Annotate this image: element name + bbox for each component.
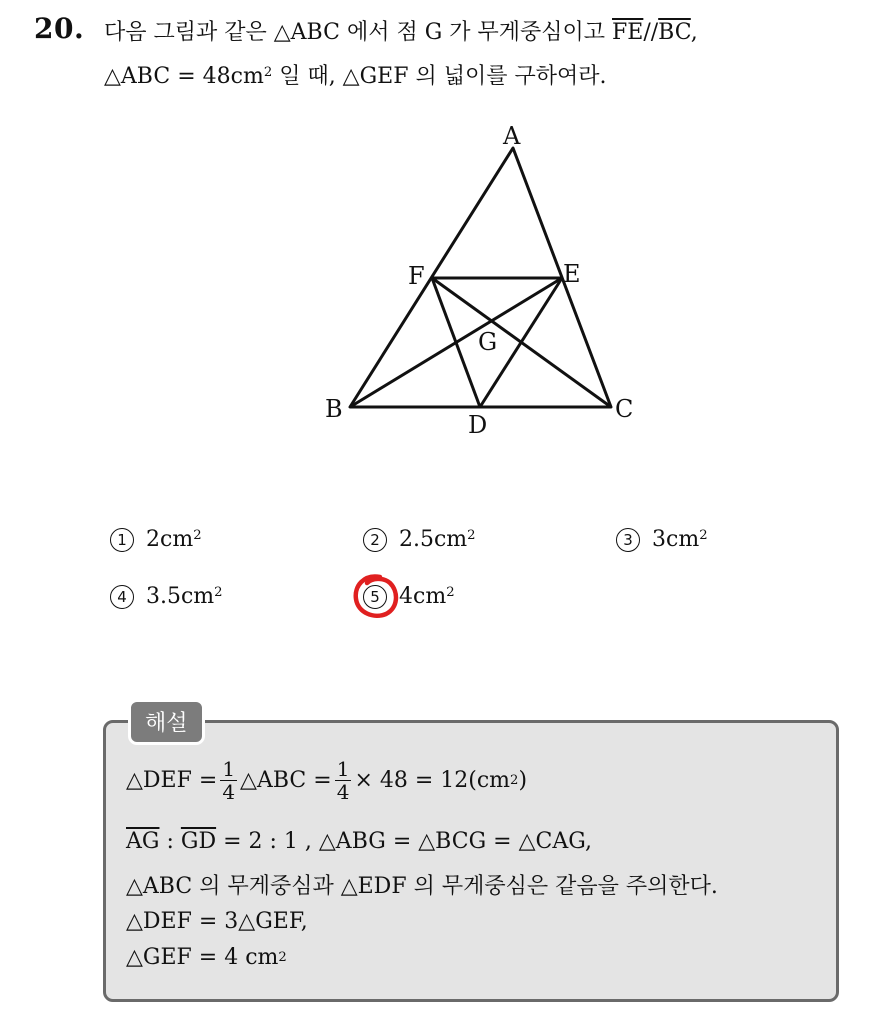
choice-4[interactable] bbox=[110, 584, 223, 609]
explanation-line-1: △DEF = $\frac{1}{4}$ △ABC = $\frac{1}{4}$ × 48 = 12(cm 2 ) bbox=[126, 757, 528, 804]
segment-fe: $\overline{FE}$ bbox=[612, 20, 644, 45]
line1-end: , bbox=[690, 20, 698, 45]
choice-value: $3.5cm^2$ bbox=[146, 584, 223, 609]
question-text: 다음 그림과 같은 △ABC 에서 점 G 가 무게중심이고 bbox=[104, 20, 613, 45]
label-b: B bbox=[325, 395, 343, 423]
parallel-sign: // bbox=[643, 20, 659, 45]
triangle-figure bbox=[310, 112, 650, 447]
triangle-diagram bbox=[310, 112, 650, 447]
choice-value: $2.5cm^2$ bbox=[399, 527, 476, 552]
segment-gd: $\overline{GD}$ bbox=[180, 829, 217, 854]
choice-number: 3 bbox=[616, 528, 640, 552]
explanation-line-2: $\overline{AG}$ : $\overline{GD}$ = 2 : 1 , △ABG = △BCG = △CAG, bbox=[126, 829, 593, 854]
choice-1[interactable] bbox=[110, 527, 202, 552]
label-a: A bbox=[503, 122, 521, 150]
label-e: E bbox=[563, 260, 581, 288]
explanation-tag: 해설 bbox=[128, 699, 205, 745]
label-f: F bbox=[408, 262, 425, 290]
fraction-quarter: $\frac{1}{4}$ bbox=[222, 757, 236, 804]
explanation-line-4: △DEF = 3△GEF, bbox=[126, 909, 308, 934]
question-number: 20. bbox=[34, 12, 85, 45]
question-ask: 일 때, △GEF 의 넓이를 구하여라. bbox=[272, 64, 607, 89]
label-c: C bbox=[615, 395, 634, 423]
answer-circle-mark bbox=[350, 570, 402, 622]
question-text-line1 bbox=[104, 15, 698, 46]
choice-number: 2 bbox=[363, 528, 387, 552]
segment-ag: $\overline{AG}$ bbox=[126, 829, 160, 854]
choice-number: 5 bbox=[363, 585, 387, 609]
segment-bc: $\overline{BC}$ bbox=[658, 20, 691, 45]
choice-value: $3cm^2$ bbox=[652, 527, 708, 552]
choice-value: $4cm^2$ bbox=[399, 584, 455, 609]
choice-3[interactable] bbox=[616, 527, 708, 552]
fraction-quarter: $\frac{1}{4}$ bbox=[336, 757, 350, 804]
choice-number: 4 bbox=[110, 585, 134, 609]
choice-value: $2cm^2$ bbox=[146, 527, 202, 552]
area-given: △ABC = 48cm bbox=[104, 64, 264, 89]
explanation-line-5: △GEF = 4 cm 2 bbox=[126, 945, 287, 970]
label-g: G bbox=[478, 328, 498, 356]
question-text-line2 bbox=[104, 59, 607, 90]
explanation-line-3: △ABC 의 무게중심과 △EDF 의 무게중심은 같음을 주의한다. bbox=[126, 874, 718, 899]
choice-number: 1 bbox=[110, 528, 134, 552]
area-exponent: 2 bbox=[263, 64, 273, 80]
label-d: D bbox=[468, 411, 488, 439]
choice-2[interactable] bbox=[363, 527, 476, 552]
segment-df bbox=[432, 278, 480, 407]
